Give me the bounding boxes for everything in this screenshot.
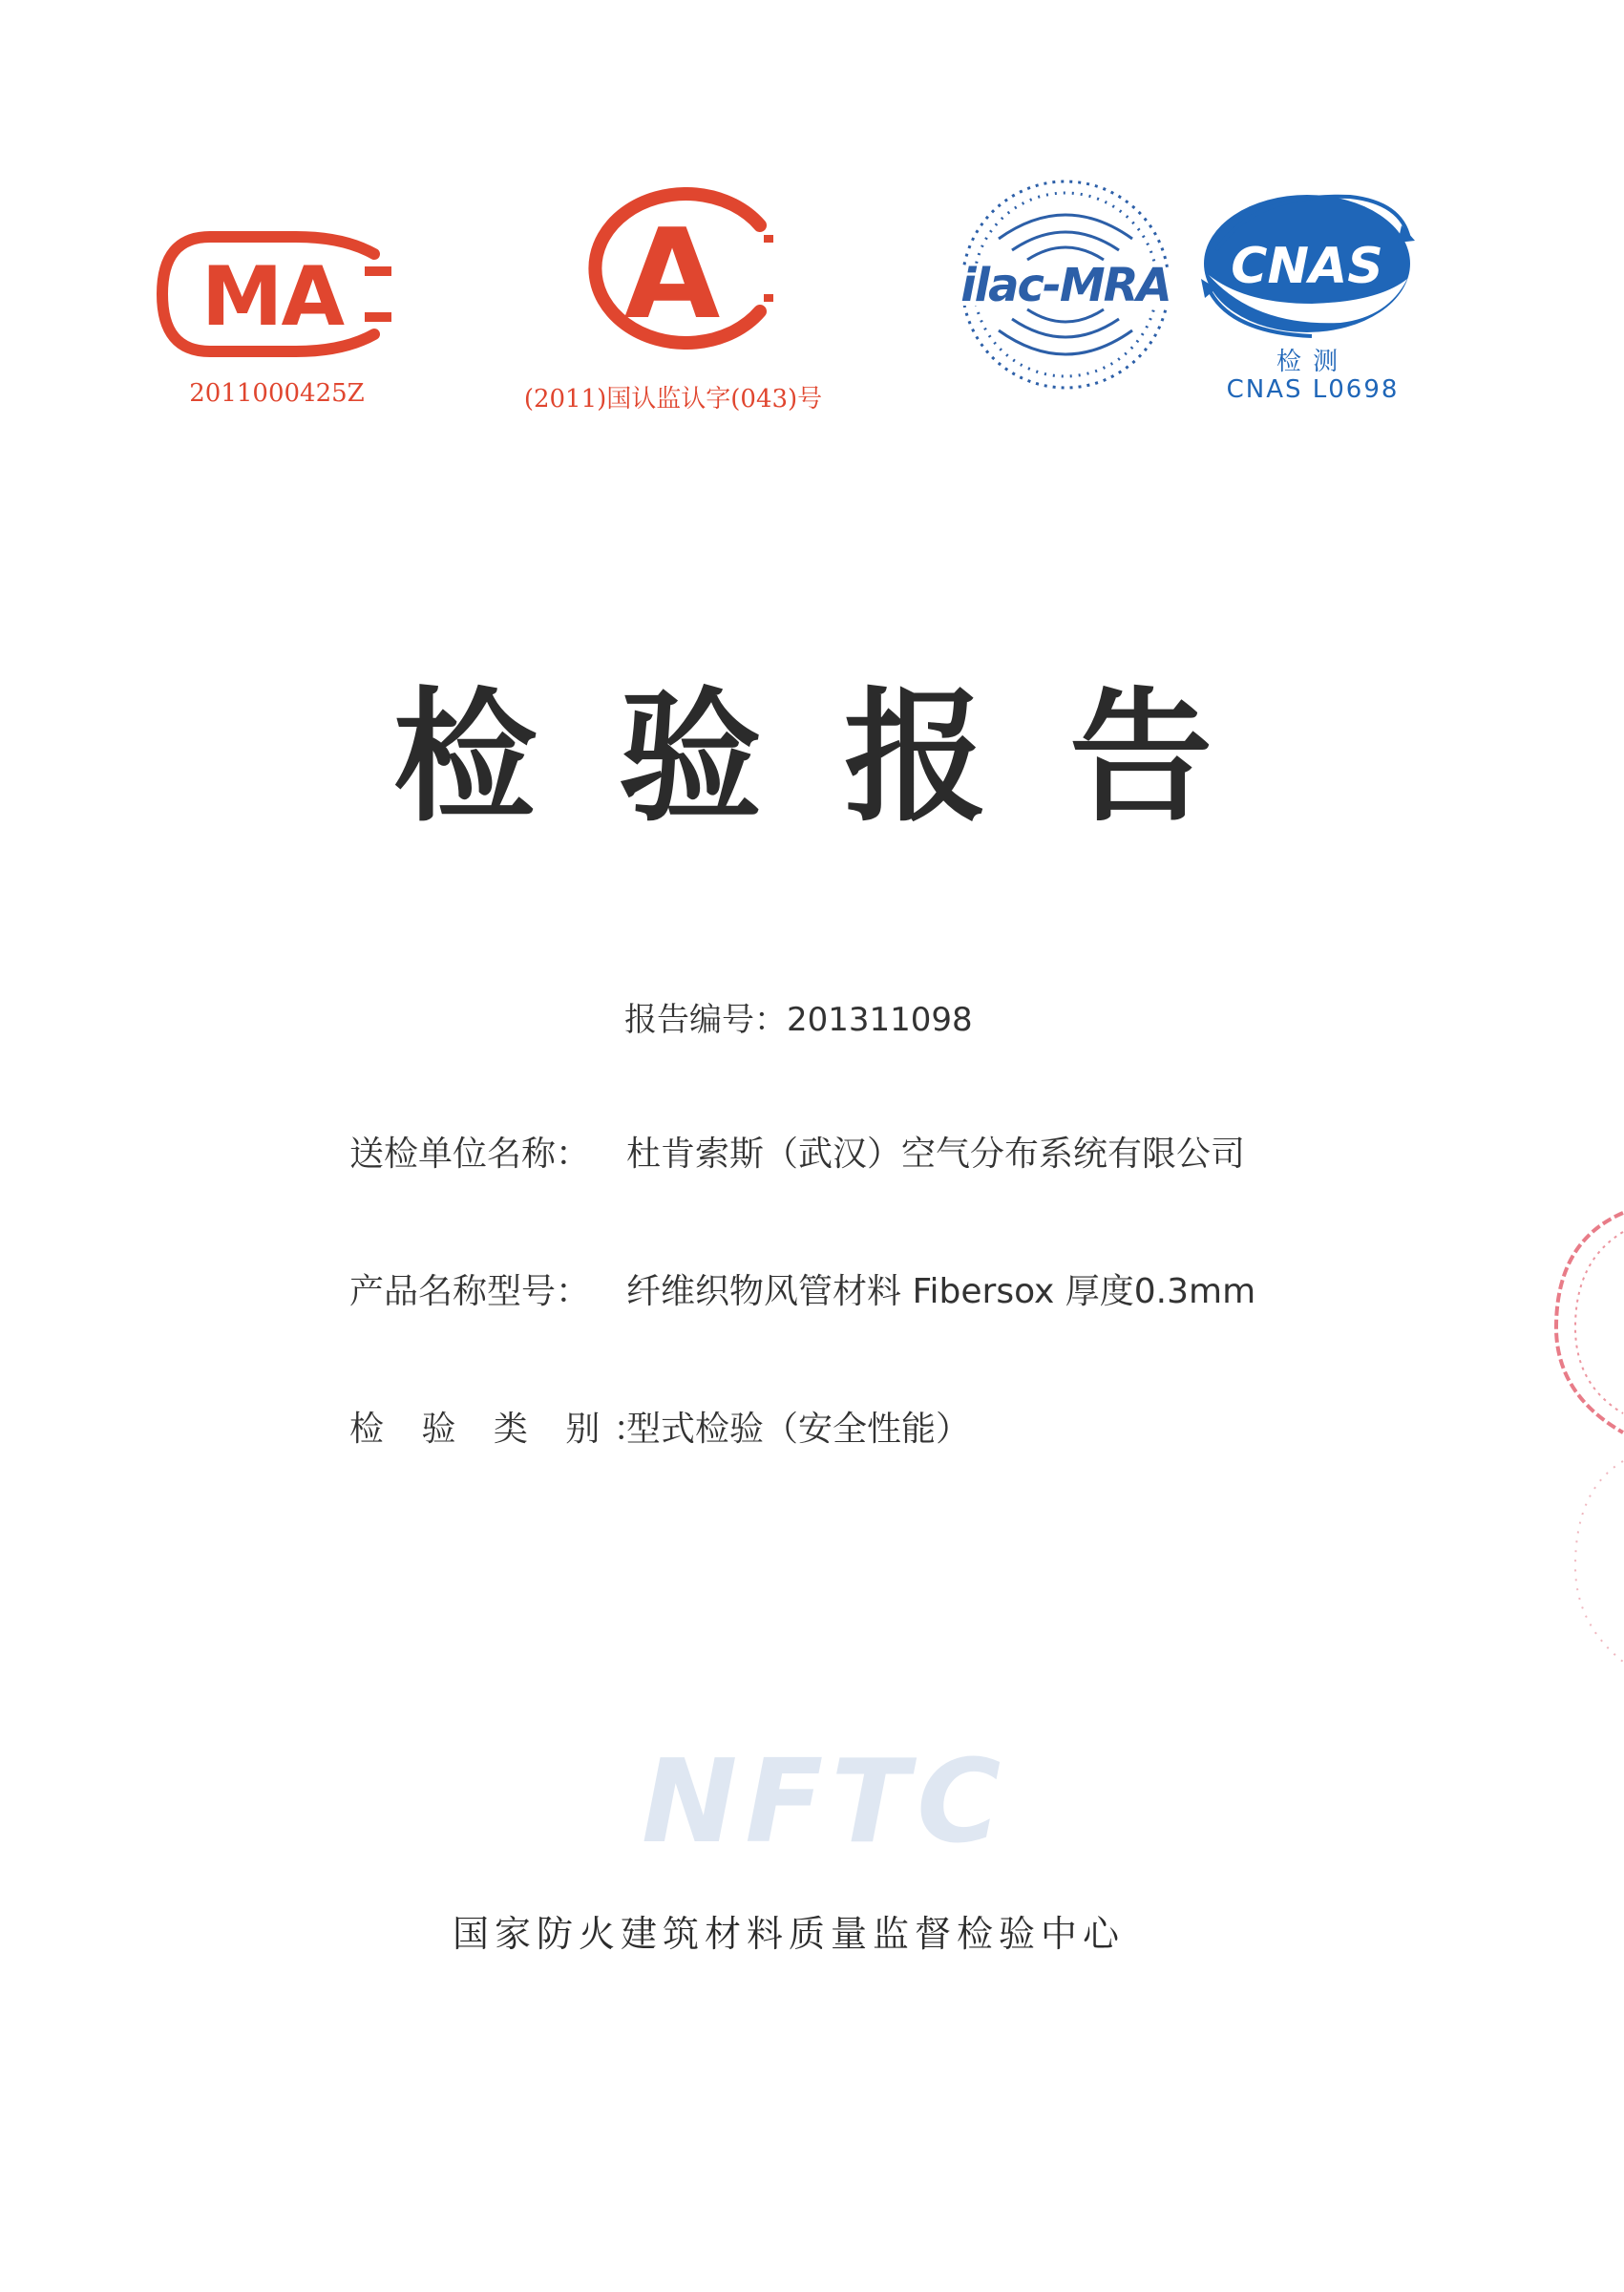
field-product-label: 产品名称型号： [349, 1272, 591, 1311]
field-product-value: 纤维织物风管材料 Fibersox 厚度0.3mm [626, 1272, 1256, 1311]
title-char-1: 检 [393, 675, 538, 841]
cnas-logo-text: CNAS [1231, 238, 1383, 295]
cma-number: 2011000425Z [189, 379, 365, 408]
ilac-logo-text: ilac-MRA [960, 259, 1171, 312]
field-product [349, 1264, 1255, 1313]
report-number-label: 报告编号： [624, 1001, 787, 1039]
field-test-type-value: 型式检验（安全性能） [626, 1410, 971, 1449]
field-client-label: 送检单位名称： [349, 1135, 591, 1174]
title-char-3: 报 [844, 675, 988, 841]
nftc-watermark: NFTC [642, 1736, 1009, 1869]
field-client-value: 杜肯索斯（武汉）空气分布系统有限公司 [626, 1135, 1246, 1174]
cnas-logo [1197, 183, 1417, 344]
report-number [624, 993, 973, 1040]
official-seal-fragment [1537, 1203, 1624, 1681]
report-number-value: 201311098 [787, 1001, 973, 1039]
cnas-code: CNAS L0698 [1226, 375, 1400, 404]
cal-number: (2011)国认监认字(043)号 [523, 385, 823, 414]
cma-logo-text: MA [200, 249, 344, 345]
title-char-2: 验 [619, 675, 763, 841]
cal-logo [569, 187, 779, 350]
cma-logo [153, 227, 399, 361]
field-client [349, 1127, 1245, 1176]
cal-logo-text: A [623, 202, 721, 347]
field-test-type-label: 检 验 类 别： [349, 1410, 662, 1449]
report-title [393, 642, 1213, 848]
title-char-4: 告 [1069, 675, 1213, 841]
organization-name: 国家防火建筑材料质量监督检验中心 [453, 1913, 1126, 1955]
field-test-type [349, 1402, 970, 1451]
ilac-mra-logo [953, 172, 1178, 397]
cnas-label: 检 测 [1276, 348, 1340, 376]
